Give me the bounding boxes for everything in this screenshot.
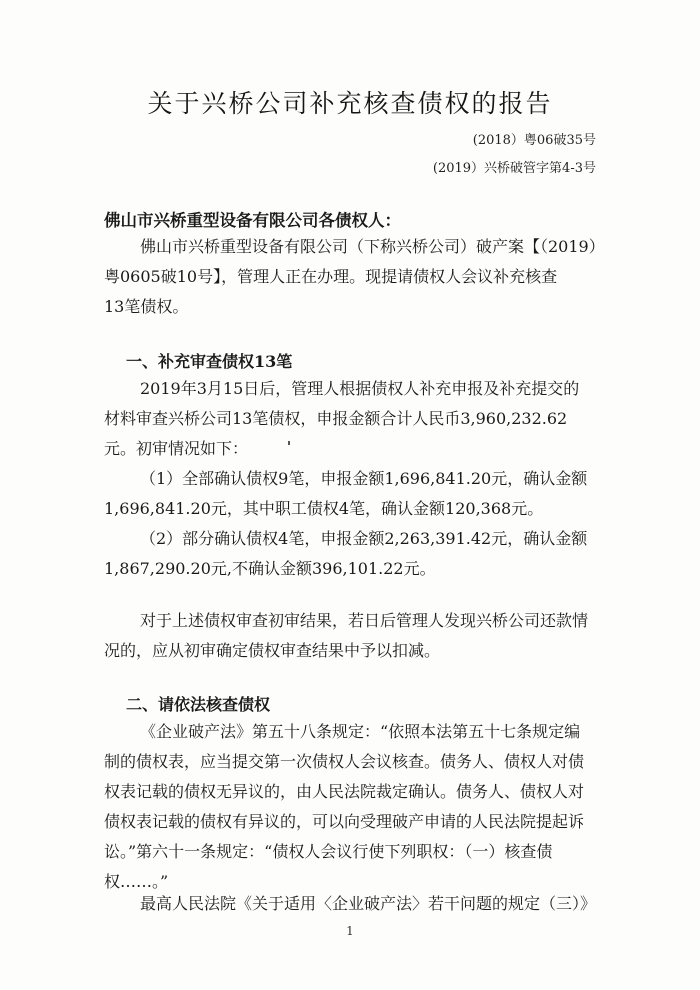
page-title: 关于兴桥公司补充核查债权的报告 bbox=[147, 89, 553, 118]
law-quote-line: 讼。”第六十一条规定：“债权人会议行使下列职权：（一）核查债 bbox=[104, 842, 553, 861]
section-1-paragraph-line: 2019年3月15日后，管理人根据债权人补充申报及补充提交的 bbox=[140, 379, 580, 398]
partial-claims-line: 1,867,290.20元,不确认金额396,101.22元。 bbox=[104, 559, 436, 578]
intro-line: 佛山市兴桥重型设备有限公司（下称兴桥公司）破产案【（2019） bbox=[140, 237, 605, 256]
law-quote-line: 制的债权表，应当提交第一次债权人会议核查。债务人、债权人对债 bbox=[104, 752, 585, 771]
law-quote-line: 权表记载的债权无异议的，由人民法院裁定确认。债务人、债权人对 bbox=[104, 782, 585, 801]
page-number: 1 bbox=[346, 924, 354, 938]
section-1-paragraph-line: 元。初审情况如下： bbox=[104, 439, 249, 458]
law-quote-line: 《企业破产法》第五十八条规定：“依照本法第五十七条规定编 bbox=[140, 722, 581, 741]
salutation: 佛山市兴桥重型设备有限公司各债权人： bbox=[104, 211, 401, 230]
section-1-heading: 一、补充审查债权13笔 bbox=[126, 352, 293, 371]
law-quote-line: 权……。” bbox=[104, 872, 169, 891]
section-2-heading: 二、请依法核查债权 bbox=[126, 695, 271, 714]
intro-line: 13笔债权。 bbox=[104, 297, 189, 316]
confirmed-claims-line: 1,696,841.20元，其中职工债权4笔，确认金额120,368元。 bbox=[104, 499, 544, 518]
section-1-paragraph-line: 材料审查兴桥公司13笔债权，申报金额合计人民币3,960,232.62 bbox=[104, 409, 568, 428]
scan-mark bbox=[288, 441, 290, 445]
law-quote-line: 债权表记载的债权有异议的，可以向受理破产申请的人民法院提起诉 bbox=[104, 812, 585, 831]
intro-line: 粤0605破10号】，管理人正在办理。现提请债权人会议补充核查 bbox=[104, 267, 558, 286]
supreme-court-line: 最高人民法院《关于适用〈企业破产法〉若干问题的规定（三）》 bbox=[140, 894, 597, 913]
confirmed-claims-line: （1）全部确认债权9笔，申报金额1,696,841.20元，确认金额 bbox=[140, 469, 588, 488]
deduction-note-line: 对于上述债权审查初审结果，若日后管理人发现兴桥公司还款情 bbox=[140, 611, 589, 630]
administrator-document-number: (2019）兴桥破管字第4-3号 bbox=[432, 161, 596, 176]
deduction-note-line: 况的，应从初审确定债权审查结果中予以扣减。 bbox=[104, 641, 441, 660]
case-number: (2018）粤06破35号 bbox=[472, 133, 596, 148]
partial-claims-line: （2）部分确认债权4笔，申报金额2,263,391.42元，确认金额 bbox=[140, 529, 588, 548]
